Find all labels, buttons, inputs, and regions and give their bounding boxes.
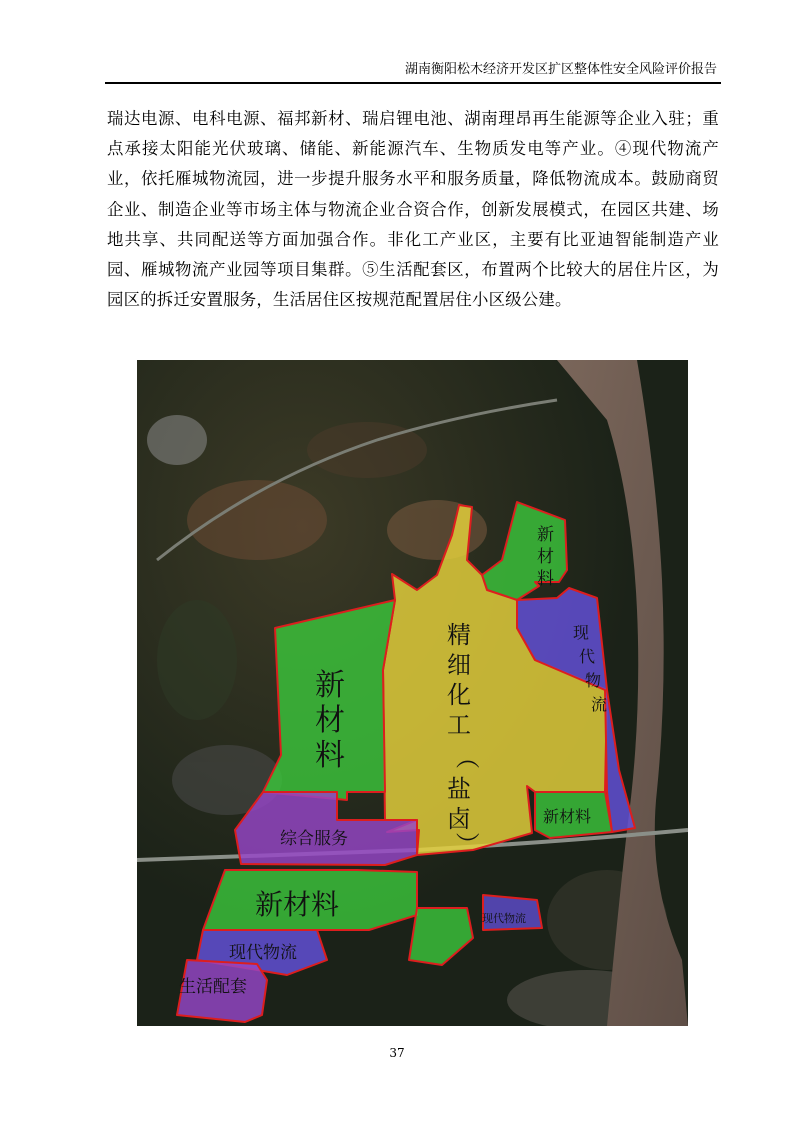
label-new-materials-west-3: 料: [315, 738, 345, 773]
page-header: [105, 52, 721, 84]
body-paragraph: 瑞达电源、电科电源、福邦新材、瑞启锂电池、湖南理昂再生能源等企业入驻；重点承接太阳能光伏玻璃、储能、新能源汽车、生物质发电等产业。④现代物流产业，依托雁城物流园，进一步提升服务水平和服务质量，降低物流成本。鼓励商贸企业、制造企业等市场主体与物流企业合资合作，创新发展模式，在园区共建、场地共享、共同配送等方面加强合作。非化工产业区，主要有比亚迪智能制造产业园、雁城物流产业园等项目集群。⑤生活配套区，布置两个比较大的居住片区，为园区的拆迁安置服务，生活居住区按规范配置居住小区级公建。: [107, 109, 719, 310]
label-logistics-right-2: 代: [579, 647, 596, 666]
label-fine-chemical-4: 工: [447, 711, 471, 739]
body-text: [107, 104, 719, 315]
label-new-materials-south: 新材料: [255, 888, 340, 921]
label-new-materials-east: 新材料: [543, 807, 592, 826]
header-title: 湖南衡阳松木经济开发区扩区整体性安全风险评价报告: [404, 62, 717, 77]
label-fine-chemical-3: 化: [447, 681, 471, 709]
label-salt-brine-2: 卤: [447, 805, 471, 833]
label-logistics-small: 现代物流: [482, 912, 526, 925]
label-new-materials-top-3: 料: [537, 569, 554, 589]
page-number: 37: [389, 1046, 405, 1060]
label-new-materials-west-2: 材: [315, 703, 345, 738]
label-logistics-right-4: 流: [591, 695, 608, 714]
label-logistics-right-1: 现: [573, 623, 590, 642]
label-new-materials-top-1: 新: [537, 525, 554, 545]
label-fine-chemical-1: 精: [447, 621, 471, 649]
label-fine-chemical-2: 细: [447, 651, 471, 679]
label-fine-chemical-paren-open: （: [453, 745, 481, 769]
zoning-map: [137, 360, 688, 1026]
label-services: 综合服务: [280, 829, 348, 849]
label-salt-brine-1: 盐: [447, 775, 471, 803]
label-fine-chemical-paren-close: ）: [453, 832, 481, 856]
label-new-materials-top-2: 材: [537, 547, 554, 567]
label-new-materials-west-1: 新: [315, 668, 345, 703]
zoning-map-svg: [137, 360, 688, 1026]
label-logistics-right-3: 物: [585, 671, 602, 690]
label-logistics-southwest: 现代物流: [229, 943, 297, 963]
label-living: 生活配套: [179, 977, 247, 997]
